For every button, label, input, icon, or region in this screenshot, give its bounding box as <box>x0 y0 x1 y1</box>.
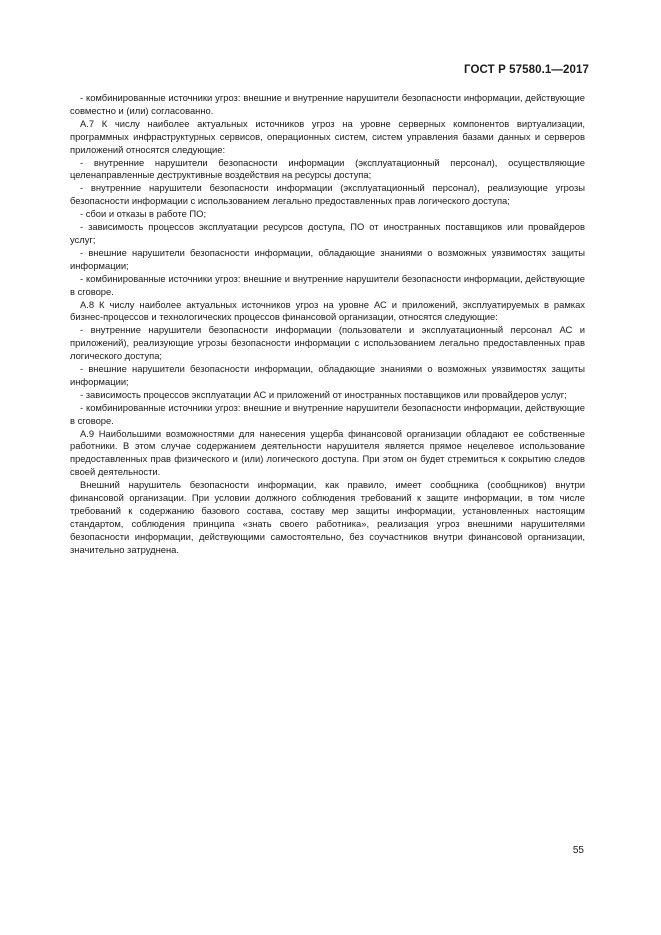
paragraph: - зависимость процессов эксплуатации ресурсов доступа, ПО от иностранных поставщиков или провайдеров услуг; <box>70 221 585 245</box>
paragraph: А.9 Наибольшими возможностями для нанесения ущерба финансовой организации обладают ее собственные работники. В этом случае содержанием деятельности нарушителя является прямое нецелевое использование предоставленных прав физического и (или) логического доступа. При этом он будет стремиться к сокрытию следов своей деятельности. <box>70 427 585 478</box>
paragraph: - внутренние нарушители безопасности информации (пользователи и эксплуатационный персонал АС и приложений), реализующие угрозы безопасности информации с использованием легально предоставленных прав логического доступа; <box>70 324 585 362</box>
paragraph: - комбинированные источники угроз: внешние и внутренние нарушители безопасности информации, действующие в сговоре. <box>70 401 585 426</box>
paragraph: Внешний нарушитель безопасности информации, как правило, имеет сообщника (сообщников) внутри финансовой организации. При условии должного соблюдения требований к защите информации, в том числе требований к содержанию базового состава, составу мер защиты информации, установленных настоящим стандартом, соблюдения принципа «знать своего работника», реализация угроз внешними нарушителями безопасности информации, действующими самостоятельно, без соучастников внутри финансовой организации, значительно затруднена. <box>70 479 585 555</box>
paragraph: - комбинированные источники угроз: внешние и внутренние нарушители безопасности информации, действующие совместно и (или) согласованно. <box>70 92 585 116</box>
document-id-header: ГОСТ Р 57580.1—2017 <box>464 64 589 76</box>
paragraph: - сбои и отказы в работе ПО; <box>80 208 207 220</box>
paragraph: - комбинированные источники угроз: внешние и внутренние нарушители безопасности информации, действующие в сговоре. <box>70 272 585 297</box>
paragraph: - внешние нарушители безопасности информации, обладающие знаниями о возможных уязвимостях защиты информации; <box>70 363 585 387</box>
paragraph: - внутренние нарушители безопасности информации (эксплуатационный персонал), осуществляющие целенаправленные деструктивные воздействия на ресурсы доступа; <box>70 156 585 181</box>
paragraph: А.8 К числу наиболее актуальных источников угроз на уровне АС и приложений, эксплуатируемых в рамках бизнес-процессов и технологических процессов финансовой организации, относятся следующие: <box>70 298 585 323</box>
paragraph: - зависимость процессов эксплуатации АС и приложений от иностранных поставщиков или провайдеров услуг; <box>80 388 567 400</box>
paragraph: - внешние нарушители безопасности информации, обладающие знаниями о возможных уязвимостях защиты информации; <box>70 246 585 271</box>
paragraph: А.7 К числу наиболее актуальных источников угроз на уровне серверных компонентов виртуализации, программных инфраструктурных сервисов, операционных систем, систем управления базами данных и серверов приложений относятся следующие: <box>70 117 585 155</box>
paragraph: - внутренние нарушители безопасности информации (эксплуатационный персонал), реализующие угрозы безопасности информации с использованием легально предоставленных прав логического доступа; <box>70 182 585 207</box>
page-number: 55 <box>572 845 584 856</box>
document-body <box>70 92 585 557</box>
